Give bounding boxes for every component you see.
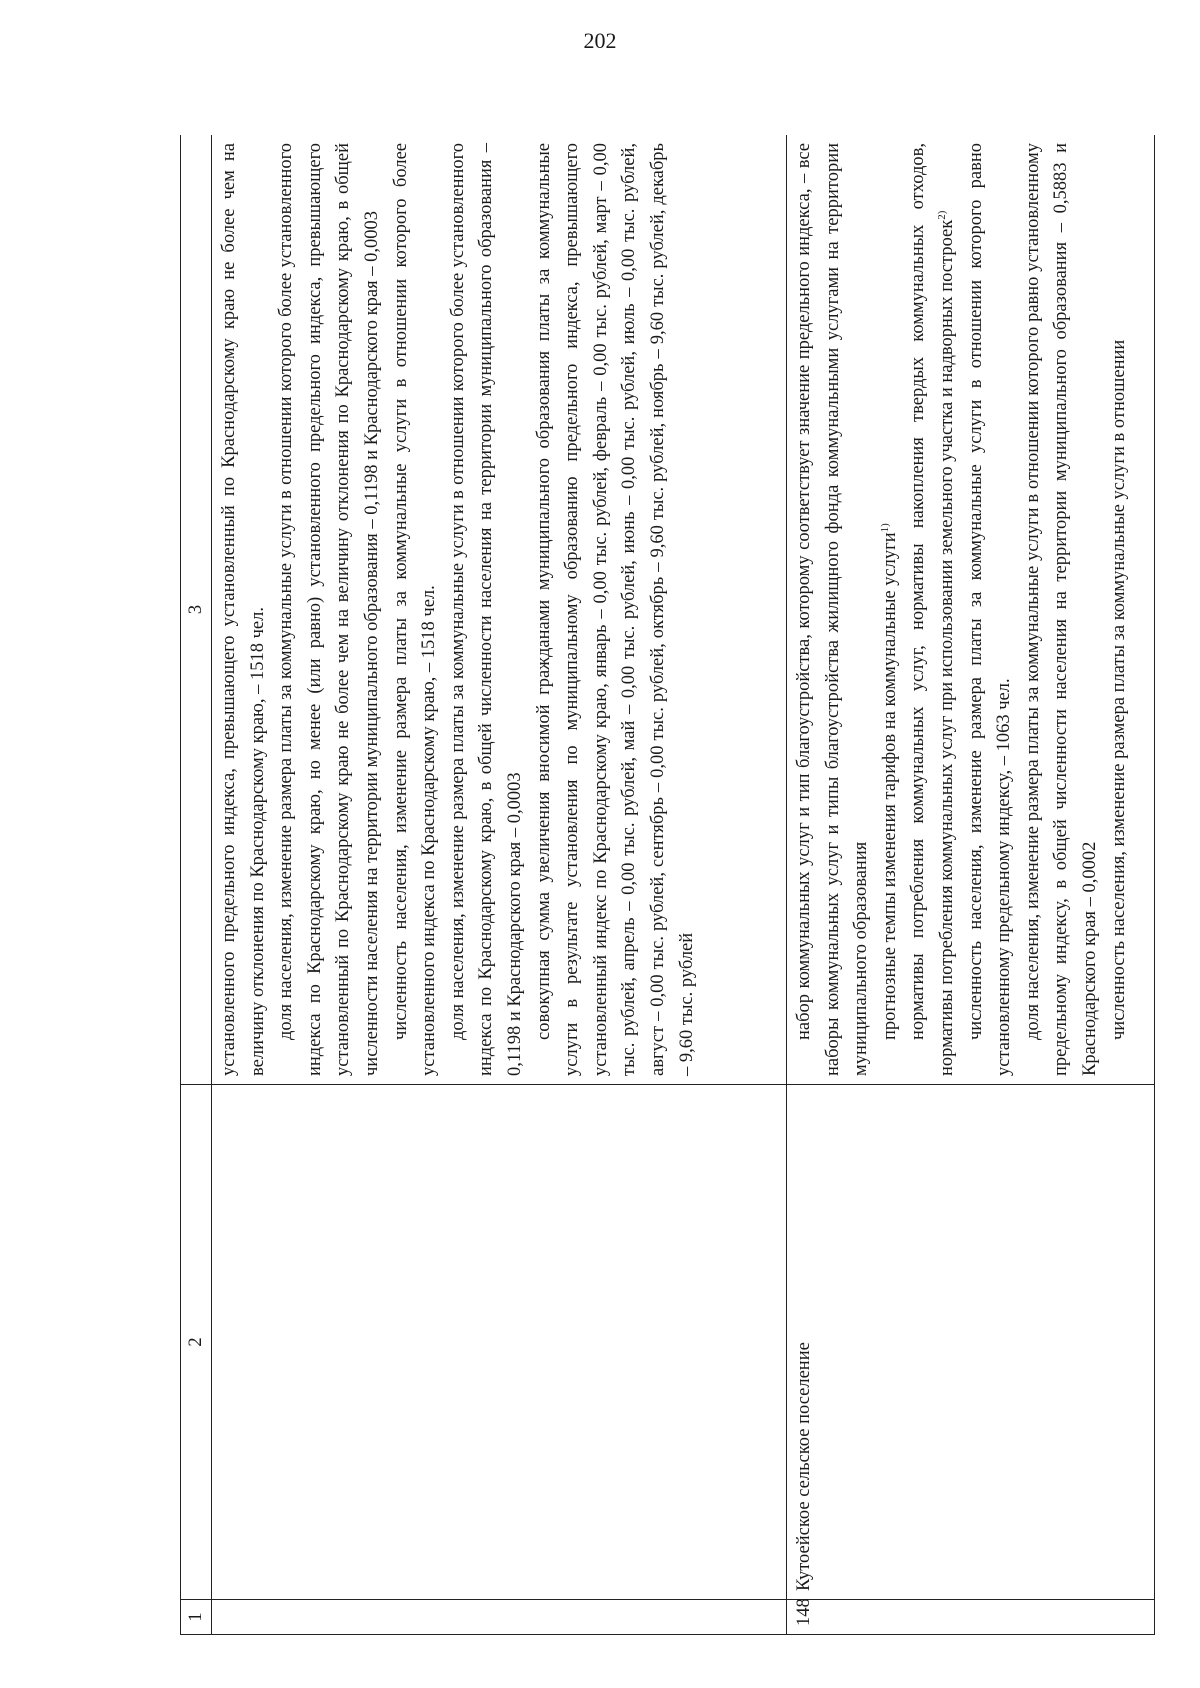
paragraph-text: набор коммунальных услуг и тип благоустройства, которому соответствует значение предельного индекса, – все наборы коммунальных услуг и типы благоустройства жилищного фонда коммунальными услугами на территории муниципального образования [794, 143, 872, 1076]
municipality-name-cell: Кутоейское сельское поселение [787, 1085, 1155, 1600]
paragraph: численность населения, изменение размера платы за коммунальные услуги в отношении которого более установленного индекса по Краснодарскому краю, – 1518 чел. [390, 143, 440, 1076]
header-col-1: 1 [181, 1600, 212, 1635]
paragraph-text: прогнозные темпы изменения тарифов на коммунальные услуги [879, 532, 900, 1040]
municipality-name-cell [212, 1085, 787, 1600]
paragraph-text: численность населения, изменение размера платы за коммунальные услуги в отношении [1108, 339, 1129, 1040]
paragraph [904, 143, 961, 1076]
page-number: 202 [583, 28, 617, 53]
paragraph: доля населения, изменение размера платы за коммунальные услуги в отношении которого более установленного индекса по Краснодарскому краю, но менее (или равно) установленного предельного индекса, превышающего установленный по Краснодарскому краю не более чем на величину отклонения по Краснодарскому краю, в общей численности населения на территории муниципального образования – 0,1198 и Краснодарского края – 0,0003 [276, 143, 382, 1076]
paragraph [962, 143, 1019, 1076]
row-number-cell: 148 [787, 1600, 1155, 1635]
rotated-table-sheet [180, 135, 1155, 1635]
paragraph [1019, 143, 1105, 1076]
rotated-table-frame [180, 135, 1155, 1635]
footnote-marker: 2) [935, 210, 948, 220]
paragraph: совокупная сумма увеличения вносимой гражданами муниципального образования платы за коммунальные услуги в результате установления по муниципальному образованию предельного индекса, превышающего установленный индекс по Краснодарскому краю, январь – 0,00 тыс. рублей, февраль – 0,00 тыс. рублей, март – 0,00 тыс. рублей, апрель – 0,00 тыс. рублей, май – 0,00 тыс. рублей, июнь – 0,00 тыс. рублей, июль – 0,00 тыс. рублей, август – 0,00 тыс. рублей, сентябрь – 0,00 тыс. рублей, октябрь – 9,60 тыс. рублей, ноябрь – 9,60 тыс. рублей, декабрь – 9,60 тыс. рублей [533, 143, 697, 1076]
paragraph [876, 143, 905, 1076]
paragraph: установленного предельного индекса, превышающего установленный по Краснодарскому краю не более чем на величину отклонения по Краснодарскому краю, – 1518 чел. [219, 143, 268, 1076]
data-table [180, 135, 1155, 1635]
footnote-marker: 1) [878, 523, 891, 533]
description-cell [212, 135, 787, 1085]
header-col-3: 3 [181, 135, 212, 1085]
paragraph [1105, 143, 1134, 1076]
header-col-2: 2 [181, 1085, 212, 1600]
paragraph [790, 143, 876, 1076]
description-cell [787, 135, 1155, 1085]
paragraph-text: доля населения, изменение размера платы за коммунальные услуги в отношении которого равно установленному предельному индексу, в общей численности населения на территории муниципального образования – 0,5883 и Краснодарского края – 0,0002 [1022, 143, 1100, 1076]
row-number-cell [212, 1600, 787, 1635]
paragraph-text: численность населения, изменение размера платы за коммунальные услуги в отношении которого равно установленному предельному индексу, – 1063 чел. [965, 143, 1015, 1076]
paragraph-text: нормативы потребления коммунальных услуг, нормативы накопления твердых коммунальных отходов, нормативы потребления коммунальных услуг при использовании земельного участка и надворных построек [908, 143, 957, 1076]
table-row [212, 135, 787, 1635]
table-row [787, 135, 1155, 1635]
table-header-row [181, 135, 212, 1635]
paragraph: доля населения, изменение размера платы за коммунальные услуги в отношении которого более установленного индекса по Краснодарскому краю, в общей численности населения на территории муниципального образования – 0,1198 и Краснодарского края – 0,0003 [447, 143, 525, 1076]
